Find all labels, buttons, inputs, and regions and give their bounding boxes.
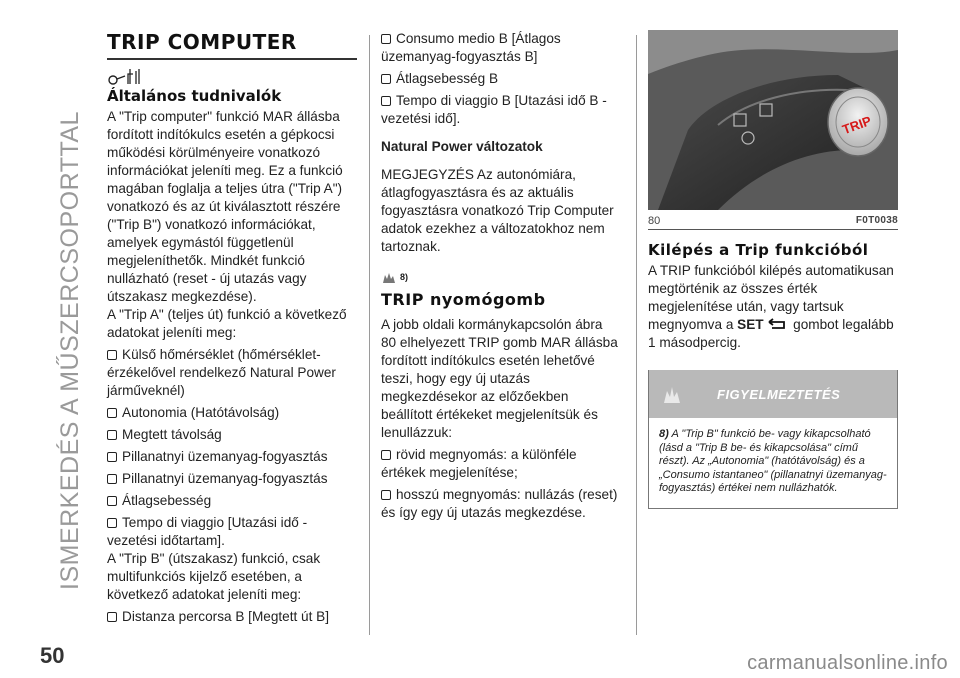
figure-number: 80 — [648, 215, 661, 227]
trip-button-illustration — [648, 30, 898, 210]
chapter-title: ISMERKEDÉS A MŰSZERCSOPORTTAL — [56, 111, 84, 590]
checkbox-bullet-icon — [107, 496, 117, 506]
trip-button-heading: TRIP nyomógomb — [381, 290, 546, 309]
trip-b-intro: A "Trip B" (útszakasz) funkció, csak multifunkciós kijelző esetében, a következő adatokat jeleníti meg: — [107, 551, 321, 602]
warning-hand-icon — [381, 270, 397, 284]
trip-a-intro: A "Trip A" (teljes út) funkció a következő adatokat jeleníti meg: — [107, 307, 347, 340]
checkbox-bullet-icon — [381, 74, 391, 84]
checkbox-bullet-icon — [107, 408, 117, 418]
warning-reference: 8) — [381, 262, 621, 284]
warning-body — [649, 418, 897, 508]
list-item: Tempo di viaggio B [Utazási idő B - vezetési idő]. — [381, 93, 607, 126]
warning-number: 8) — [659, 428, 669, 440]
return-arrow-icon — [767, 318, 789, 330]
ignition-key-icon — [107, 66, 145, 86]
list-item: Consumo medio B [Átlagos üzemanyag-fogyasztás B] — [381, 31, 561, 64]
list-item: hosszú megnyomás: nullázás (reset) és így egy új utazás megkezdése. — [381, 487, 618, 520]
natural-power-heading: Natural Power változatok — [381, 139, 543, 154]
chapter-sidebar — [0, 0, 90, 678]
figure-caption — [648, 215, 898, 227]
list-item: Distanza percorsa B [Megtett út B] — [107, 608, 357, 626]
column-2 — [381, 30, 621, 522]
safety-pictograms — [107, 64, 357, 86]
checkbox-bullet-icon — [107, 430, 117, 440]
list-item: Megtett távolság — [107, 426, 357, 444]
general-info-heading: Általános tudnivalók — [107, 87, 282, 105]
warning-title: FIGYELMEZTETÉS — [717, 386, 841, 402]
figure-code: F0T0038 — [855, 215, 898, 226]
checkbox-bullet-icon — [107, 612, 117, 622]
watermark-text: carmanualsonline.info — [747, 652, 948, 674]
checkbox-bullet-icon — [381, 490, 391, 500]
list-item: Pillanatnyi üzemanyag-fogyasztás — [107, 470, 357, 488]
checkbox-bullet-icon — [107, 518, 117, 528]
list-item: Pillanatnyi üzemanyag-fogyasztás — [107, 448, 357, 466]
column-3 — [648, 30, 898, 509]
column-1 — [107, 30, 357, 626]
list-item: Átlagsebesség — [107, 492, 357, 510]
caption-rule — [648, 229, 898, 230]
title-rule — [107, 58, 357, 60]
checkbox-bullet-icon — [107, 474, 117, 484]
warning-text: A "Trip B" funkció be- vagy kikapcsolható (lásd a "Trip B be- és kikapcsolása" című részt). Az „Autonomia" (hatótávolság) és a „Consumo istantaneo" (pillanatnyi üzemanyag-fogyasztás) értékei nem nullázhatók. — [659, 428, 887, 494]
intro-paragraph: A "Trip computer" funkció MAR állásba fordított indítókulcs esetén a gépkocsi működési körülményeire vonatkozó információkat jeleníti meg. Ez a funkció magában foglalja a teljes útra ("Trip A") vonatkozó és az út kiválasztott részére ("Trip B") vonatkozó információkat, amelyek egymástól függetlenül megjeleníthetők. Mindkét funkció nullázható (reset - új utazás vagy útszakasz megkezdése). — [107, 109, 343, 304]
checkbox-bullet-icon — [107, 452, 117, 462]
warning-box — [648, 370, 898, 509]
column-divider-2 — [636, 35, 637, 635]
trip-a-list — [107, 346, 357, 550]
trip-button-paragraph: A jobb oldali kormánykapcsolón ábra 80 elhelyezett TRIP gomb MAR állásba fordított indítókulcs esetén lehetővé teszi, hogy egy új utazás megkezdésekor az előzőekben beállított értékeket megjelenítsük és lenullázzuk: — [381, 317, 618, 440]
list-item: rövid megnyomás: a különféle értékek megjelenítése; — [381, 447, 577, 480]
steering-stalk-photo — [648, 30, 898, 210]
checkbox-bullet-icon — [107, 350, 117, 360]
svg-text:TRIP: TRIP — [840, 112, 874, 138]
exit-trip-heading: Kilépés a Trip funkcióból — [648, 241, 869, 259]
checkbox-bullet-icon — [381, 96, 391, 106]
checkbox-bullet-icon — [381, 450, 391, 460]
warning-hand-icon — [661, 383, 683, 405]
set-label: SET — [737, 317, 764, 332]
list-item: Autonomia (Hatótávolság) — [107, 404, 357, 422]
list-item: Tempo di viaggio [Utazási idő - vezetési időtartam]. — [107, 515, 308, 548]
column-divider-1 — [369, 35, 370, 635]
section-title: TRIP COMPUTER — [107, 30, 297, 54]
list-item: Átlagsebesség B — [381, 70, 621, 88]
note-paragraph: MEGJEGYZÉS Az autonómiára, átlagfogyasztásra és az aktuális fogyasztásra vonatkozó Trip Computer adatok ezekhez a változatokhoz nem tartoznak. — [381, 167, 614, 254]
warning-header — [649, 370, 897, 418]
exit-trip-paragraph: A TRIP funkcióból kilépés automatikusan megtörténik az összes érték megjelenítése után, vagy tartsuk megnyomva a SET gombot legalább 1 másodpercig. — [648, 263, 894, 350]
page-number: 50 — [40, 643, 65, 668]
checkbox-bullet-icon — [381, 34, 391, 44]
list-item: Külső hőmérséklet (hőmérséklet-érzékelővel rendelkező Natural Power járműveknél) — [107, 347, 336, 398]
